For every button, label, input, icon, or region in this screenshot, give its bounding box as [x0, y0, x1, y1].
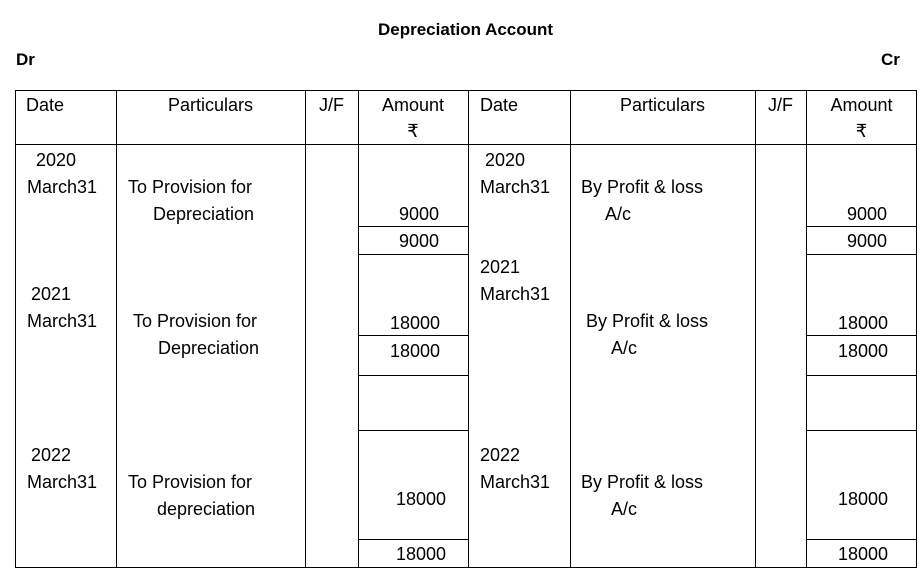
- entry-particulars: To Provision for: [128, 472, 253, 492]
- entry-particulars: A/c: [611, 499, 638, 519]
- entry-date: March31: [27, 311, 98, 331]
- currency-symbol: ₹: [855, 121, 868, 141]
- header-particulars: Particulars: [619, 95, 706, 115]
- entry-total: 9000: [398, 231, 439, 251]
- entry-year: 2021: [480, 257, 521, 277]
- entry-particulars: By Profit & loss: [581, 472, 704, 492]
- entry-amount: 18000: [395, 489, 446, 509]
- entry-amount: 18000: [837, 489, 888, 509]
- credit-total-rule: [806, 375, 917, 376]
- divider: [570, 90, 571, 568]
- divider: [755, 90, 756, 568]
- header-jf: J/F: [319, 95, 344, 115]
- entry-particulars: To Provision for: [133, 311, 258, 331]
- entry-total: 18000: [837, 544, 888, 564]
- credit-subtotal-rule: [806, 539, 917, 540]
- header-rule: [15, 144, 917, 145]
- entry-date: March31: [480, 472, 551, 492]
- credit-subtotal-rule: [806, 226, 917, 227]
- entry-amount: 18000: [837, 313, 888, 333]
- entry-particulars: depreciation: [157, 499, 256, 519]
- entry-total: 18000: [395, 544, 446, 564]
- entry-year: 2020: [36, 150, 77, 170]
- entry-particulars: A/c: [605, 204, 632, 224]
- page-title: Depreciation Account: [378, 20, 554, 39]
- divider: [468, 90, 469, 568]
- debit-subtotal-rule: [358, 539, 468, 540]
- entry-particulars: By Profit & loss: [586, 311, 709, 331]
- entry-amount: 9000: [846, 204, 887, 224]
- entry-year: 2021: [31, 284, 72, 304]
- entry-date: March31: [27, 177, 98, 197]
- entry-date: March31: [480, 177, 551, 197]
- debit-subtotal-rule: [358, 226, 468, 227]
- debit-total-rule: [358, 375, 468, 376]
- entry-year: 2020: [485, 150, 526, 170]
- divider: [305, 90, 306, 568]
- entry-particulars: A/c: [611, 338, 638, 358]
- header-amount: Amount: [381, 95, 445, 115]
- debit-label: Dr: [16, 50, 35, 69]
- entry-year: 2022: [480, 445, 521, 465]
- entry-year: 2022: [31, 445, 72, 465]
- debit-subtotal-rule: [358, 335, 468, 336]
- entry-total: 18000: [389, 341, 440, 361]
- entry-particulars: Depreciation: [158, 338, 260, 358]
- header-particulars: Particulars: [167, 95, 254, 115]
- entry-total: 18000: [837, 341, 888, 361]
- entry-amount: 18000: [389, 313, 440, 333]
- entry-date: March31: [27, 472, 98, 492]
- entry-particulars: To Provision for: [128, 177, 253, 197]
- entry-date: March31: [480, 284, 551, 304]
- credit-section-rule: [806, 430, 917, 431]
- credit-label: Cr: [881, 50, 900, 69]
- entry-amount: 9000: [398, 204, 439, 224]
- entry-particulars: Depreciation: [153, 204, 255, 224]
- credit-total-rule: [806, 254, 917, 255]
- debit-total-rule: [358, 254, 468, 255]
- header-jf: J/F: [768, 95, 793, 115]
- entry-particulars: By Profit & loss: [581, 177, 704, 197]
- header-date: Date: [480, 95, 519, 115]
- header-date: Date: [26, 95, 65, 115]
- header-amount: Amount: [830, 95, 893, 115]
- credit-subtotal-rule: [806, 335, 917, 336]
- debit-section-rule: [358, 430, 468, 431]
- divider: [116, 90, 117, 568]
- entry-total: 9000: [846, 231, 887, 251]
- currency-symbol: ₹: [407, 121, 419, 141]
